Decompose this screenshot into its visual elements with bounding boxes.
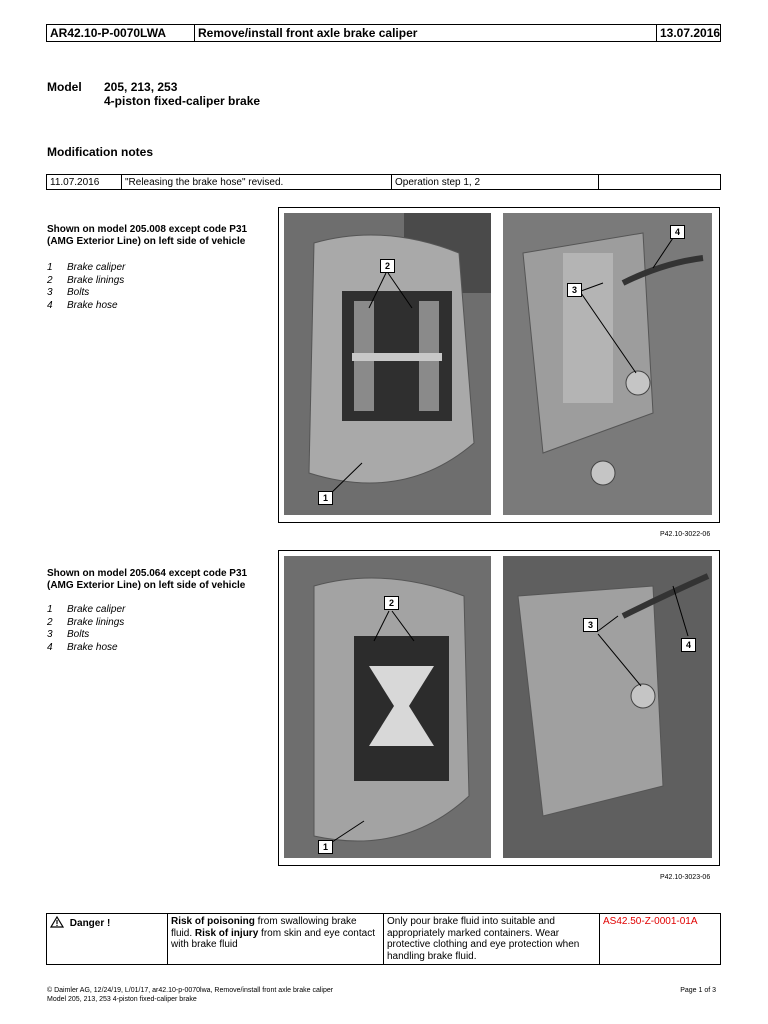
figure-2-title: Shown on model 205.064 except code P31 (AMG Exterior Line) on left side of vehicle [47, 568, 248, 591]
figure-1-reference: P42.10-3022-06 [660, 531, 711, 538]
table-row [47, 175, 721, 190]
mod-date: 11.07.2016 [47, 175, 122, 190]
table-row [47, 914, 721, 965]
footer-page-number: Page 1 of 3 [680, 987, 716, 994]
danger-measure: Only pour brake fluid into suitable and appropriately marked containers. Wear protective clothing and eye protection when handling brake fluid. [384, 914, 600, 965]
danger-label: Danger ! [69, 918, 111, 929]
callout-1: 1 [318, 840, 333, 854]
danger-code-link[interactable]: AS42.50-Z-0001-01A [600, 914, 721, 965]
figure-1-legend [47, 262, 125, 312]
callout-3: 3 [567, 283, 582, 297]
caliper-photo-right [503, 556, 712, 858]
document-title: Remove/install front axle brake caliper [195, 25, 657, 42]
mod-reference: Operation step 1, 2 [392, 175, 599, 190]
callout-4: 4 [681, 638, 696, 652]
list-item: 1 Brake caliper [47, 262, 126, 273]
callout-4: 4 [670, 225, 685, 239]
document-date: 13.07.2016 [657, 25, 721, 42]
danger-label-cell [47, 914, 168, 965]
model-values [104, 80, 260, 108]
model-numbers: 205, 213, 253 [104, 80, 178, 94]
callout-3: 3 [583, 618, 598, 632]
caliper-photo-left [284, 556, 491, 858]
list-item: 3 Bolts [47, 629, 90, 640]
document-id: AR42.10-P-0070LWA [47, 25, 195, 42]
list-item: 1 Brake caliper [47, 604, 126, 615]
warning-icon [50, 916, 64, 928]
danger-risk: Risk of poisoning from swallowing brake fluid. Risk of injury from skin and eye contact with brake fluid [168, 914, 384, 965]
danger-table [46, 913, 721, 965]
mod-description: "Releasing the brake hose" revised. [122, 175, 392, 190]
model-label: Model [47, 80, 82, 94]
list-item: 2 Brake linings [47, 616, 125, 628]
figure-2-legend [47, 604, 125, 654]
figure-1-title: Shown on model 205.008 except code P31 (AMG Exterior Line) on left side of vehicle [47, 224, 248, 247]
list-item: 4 Brake hose [47, 641, 118, 653]
document-header [46, 24, 721, 42]
callout-2: 2 [384, 596, 399, 610]
list-item: 3 Bolts [47, 287, 90, 298]
mod-extra [599, 175, 721, 190]
figure-2-reference: P42.10-3023-06 [660, 874, 711, 881]
model-brake-type: 4-piston fixed-caliper brake [104, 94, 261, 108]
caliper-photo-left [284, 213, 491, 515]
list-item: 2 Brake linings [47, 274, 125, 286]
figure-1-image [278, 207, 720, 523]
callout-1: 1 [318, 491, 333, 505]
callout-2: 2 [380, 259, 395, 273]
list-item: 4 Brake hose [47, 299, 118, 311]
modification-notes-table [46, 174, 721, 190]
caliper-photo-right [503, 213, 712, 515]
footer-copyright: © Daimler AG, 12/24/19, L/01/17, ar42.10-p-0070lwa, Remove/install front axle brake caliper Model 205, 213, 253 4-piston fixed-caliper brake [47, 987, 334, 1003]
modification-notes-title: Modification notes [47, 145, 153, 159]
figure-2-image [278, 550, 720, 866]
